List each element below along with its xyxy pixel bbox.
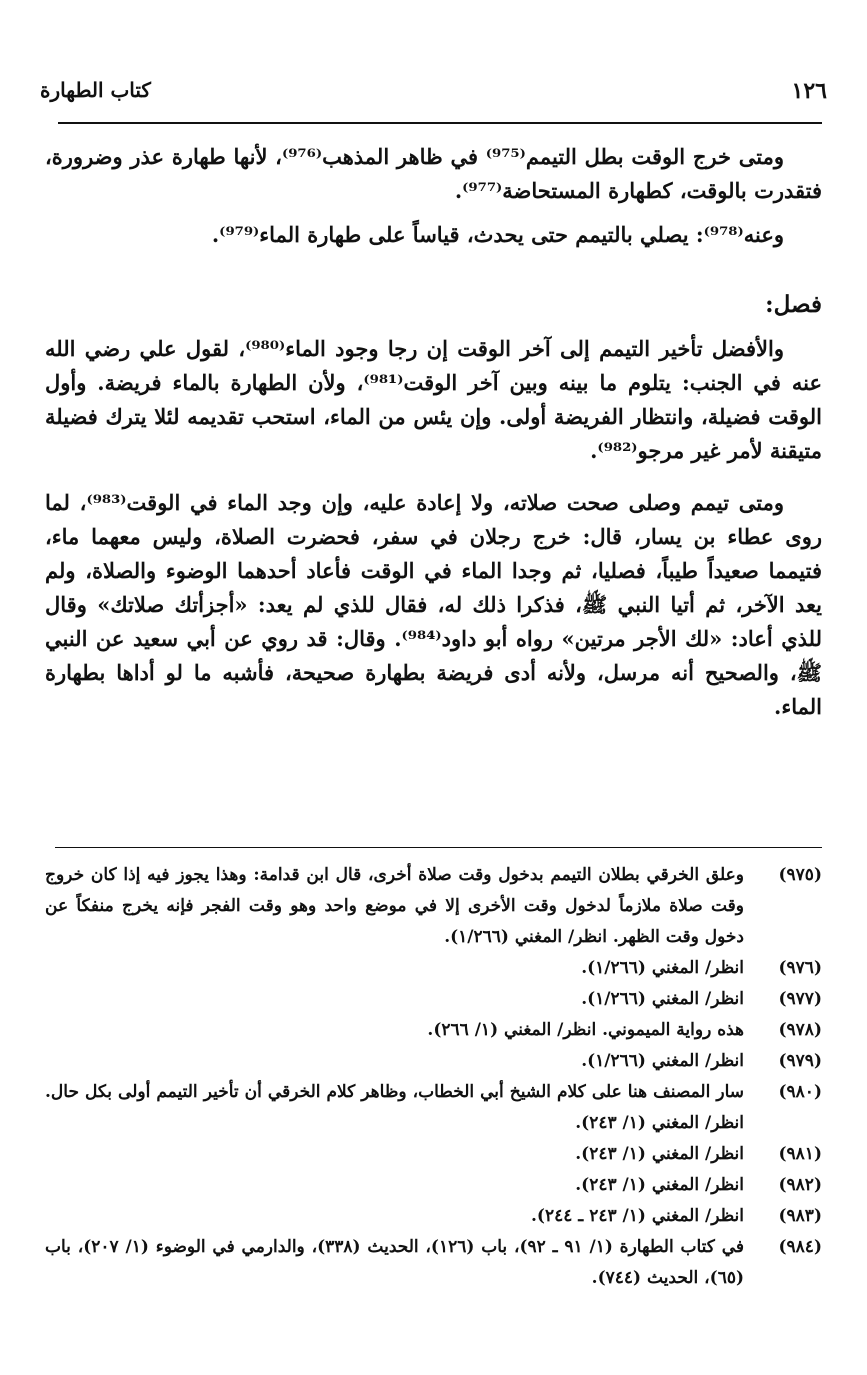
footnote-text: انظر/ المغني (١/٢٦٦). [581,1051,744,1071]
footnote-number: (٩٧٨) [778,1020,822,1040]
footnote-number: (٩٨١) [778,1144,822,1164]
footnote-number: (٩٧٩) [778,1051,822,1071]
footnote-divider [55,847,822,848]
paragraph-1: ومتى خرج الوقت بطل التيمم⁽⁹⁷⁵⁾ في ظاهر المذهب⁽⁹⁷⁶⁾، لأنها طهارة عذر وضرورة، فتقدرت بالوقت، كطهارة المستحاضة⁽⁹⁷⁷⁾. [45,144,822,203]
footnote-text: انظر/ المغني (١/ ٢٤٣). [575,1175,744,1195]
footnote-text: سار المصنف هنا على كلام الشيخ أبي الخطاب، وظاهر كلام الخرقي أن تأخير التيمم أولى بكل حال. انظر/ المغني (١/ ٢٤٣). [45,1082,744,1133]
page-header [40,78,827,112]
footnote-item [45,1232,822,1294]
running-title: كتاب الطهارة [40,78,151,102]
footnote-number: (٩٨٤) [778,1237,822,1257]
footnote-item [45,860,822,953]
footnote-number: (٩٨٣) [778,1206,822,1226]
footnote-text: انظر/ المغني (١/٢٦٦). [581,989,744,1009]
footnote-number: (٩٧٦) [778,958,822,978]
footnote-item [45,1170,822,1201]
footnote-text: انظر/ المغني (١/ ٢٤٣). [575,1144,744,1164]
paragraph-3: والأفضل تأخير التيمم إلى آخر الوقت إن رجا وجود الماء⁽⁹⁸⁰⁾، لقول علي رضي الله عنه في الجنب: يتلوم ما بينه وبين آخر الوقت⁽⁹⁸¹⁾، ولأن الطهارة بالماء فريضة. وأول الوقت فضيلة، وانتظار الفريضة أولى. وإن يئس من الماء، استحب تقديمه لئلا يترك فضيلة متيقنة لأمر غير مرجو⁽⁹⁸²⁾. [45,336,822,463]
footnote-number: (٩٨٠) [778,1082,822,1102]
main-text [45,140,822,724]
footnote-text: انظر/ المغني (١/ ٢٤٣ ـ ٢٤٤). [531,1206,744,1226]
footnote-text: في كتاب الطهارة (١/ ٩١ ـ ٩٢)، باب (١٢٦)، الحديث (٣٣٨)، والدارمي في الوضوء (١/ ٢٠٧)، باب (٦٥)، الحديث (٧٤٤). [45,1237,744,1288]
footnote-text: وعلق الخرقي بطلان التيمم بدخول وقت صلاة أخرى، قال ابن قدامة: وهذا يجوز فيه إذا كان خروج وقت صلاة ملازماً لدخول وقت الأخرى إلا في موضع واحد وهو وقت الفجر فإنه يخرج منفكاً عن دخول وقت الظهر. انظر/ المغني (١/٢٦٦). [45,865,744,947]
page-number: ١٢٦ [791,78,827,104]
section-heading: فصل: [765,291,822,318]
header-divider [58,122,822,124]
footnote-item [45,1015,822,1046]
footnote-item [45,953,822,984]
footnote-item [45,1046,822,1077]
footnotes [45,860,822,1294]
footnote-item [45,1139,822,1170]
footnote-number: (٩٨٢) [778,1175,822,1195]
footnote-item [45,984,822,1015]
footnote-text: انظر/ المغني (١/٢٦٦). [581,958,744,978]
footnote-number: (٩٧٧) [778,989,822,1009]
footnote-item [45,1077,822,1139]
paragraph-2: وعنه⁽⁹⁷⁸⁾: يصلي بالتيمم حتى يحدث، قياساً على طهارة الماء⁽⁹⁷⁹⁾. [211,222,784,247]
footnote-number: (٩٧٥) [778,865,822,885]
paragraph-4: ومتى تيمم وصلى صحت صلاته، ولا إعادة عليه، وإن وجد الماء في الوقت⁽⁹⁸³⁾، لما روى عطاء بن يسار، قال: خرج رجلان في سفر، فحضرت الصلاة، وليس معهما ماء، فتيمما صعيداً طيباً، فصليا، ثم وجدا الماء في الوقت فأعاد أحدهما الوضوء والصلاة، ولم يعد الآخر، ثم أتيا النبي ﷺ، فذكرا ذلك له، فقال للذي لم يعد: «أجزأتك صلاتك» وقال للذي أعاد: «لك الأجر مرتين» رواه أبو داود⁽⁹⁸⁴⁾. وقال: قد روي عن أبي سعيد عن النبي ﷺ، والصحيح أنه مرسل، ولأنه أدى فريضة بطهارة صحيحة، فأشبه ما لو أداها بطهارة الماء. [45,490,822,719]
footnote-item [45,1201,822,1232]
footnote-text: هذه رواية الميموني. انظر/ المغني (١/ ٢٦٦). [427,1020,744,1040]
